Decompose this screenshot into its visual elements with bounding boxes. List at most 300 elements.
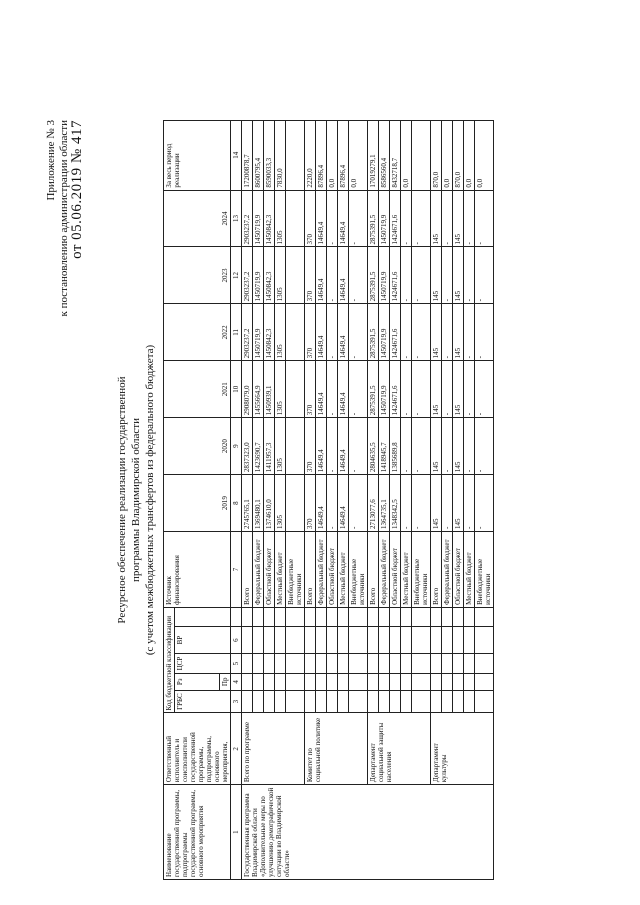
year-value: - (464, 247, 475, 304)
funding-source: Всего (431, 532, 442, 608)
year-value (286, 418, 305, 475)
code-cell (390, 654, 401, 674)
header-grbs: ГРБС (175, 690, 231, 713)
year-value: 14649,4 (316, 418, 327, 475)
year-value: 1305 (275, 418, 286, 475)
code-cell (305, 690, 316, 713)
code-cell (305, 654, 316, 674)
year-value: 1385689,8 (390, 418, 401, 475)
year-value: 2713077,6 (368, 475, 379, 532)
responsible-executor: Департамент культуры (431, 713, 494, 785)
year-value: - (475, 247, 494, 304)
year-value: - (349, 247, 368, 304)
table-row (368, 121, 379, 880)
code-cell (338, 626, 349, 653)
year-value (286, 247, 305, 304)
year-value: - (464, 304, 475, 361)
year-value: 1423690,7 (253, 418, 264, 475)
year-value: - (327, 304, 338, 361)
year-value: 1411957,3 (264, 418, 275, 475)
year-value: 1450719,9 (253, 304, 264, 361)
code-cell (412, 607, 431, 626)
year-value: 145 (431, 418, 442, 475)
year-value: 1418945,7 (379, 418, 390, 475)
code-cell (275, 673, 286, 690)
total-value: 2220,0 (305, 121, 316, 191)
year-value: 145 (431, 361, 442, 418)
year-value: 370 (305, 304, 316, 361)
funding-source: Всего (368, 532, 379, 608)
code-cell (349, 673, 368, 690)
code-cell (327, 673, 338, 690)
code-cell (253, 626, 264, 653)
header-year-2024: 2024 (164, 190, 231, 247)
code-cell (431, 690, 442, 713)
code-cell (286, 654, 305, 674)
year-value: 145 (453, 190, 464, 247)
code-cell (242, 673, 253, 690)
funding-source: Областной бюджет (264, 532, 275, 608)
code-cell (379, 673, 390, 690)
total-value: 0,0 (475, 121, 494, 191)
year-value: 2745765,1 (242, 475, 253, 532)
code-cell (242, 654, 253, 674)
year-value: - (464, 190, 475, 247)
year-value: - (412, 475, 431, 532)
code-cell (453, 690, 464, 713)
year-value: 14649,4 (316, 361, 327, 418)
year-value: - (327, 190, 338, 247)
program-name: Государственная программа Владимирской области «Дополнительные меры по улучшению демографической ситуации во Владимирской области» (242, 785, 494, 880)
code-cell (305, 626, 316, 653)
column-number: 1 (231, 785, 242, 880)
total-value: 0,0 (327, 121, 338, 191)
year-value: - (412, 361, 431, 418)
year-value: 370 (305, 475, 316, 532)
code-cell (316, 673, 327, 690)
year-value: 370 (305, 247, 316, 304)
year-value: 1348342,5 (390, 475, 401, 532)
code-cell (368, 673, 379, 690)
code-cell (453, 673, 464, 690)
funding-source: Местный бюджет (401, 532, 412, 608)
year-value: 1450719,9 (253, 190, 264, 247)
code-cell (338, 607, 349, 626)
code-cell (253, 690, 264, 713)
year-value: 145 (453, 247, 464, 304)
code-cell (464, 654, 475, 674)
code-cell (286, 673, 305, 690)
funding-source: Местный бюджет (275, 532, 286, 608)
code-cell (253, 607, 264, 626)
year-value: 2875391,5 (368, 361, 379, 418)
column-number: 8 (231, 475, 242, 532)
code-cell (464, 690, 475, 713)
code-cell (464, 673, 475, 690)
column-number: 14 (231, 121, 242, 191)
document-title (115, 120, 157, 880)
year-value: 1305 (275, 304, 286, 361)
total-value: 17200878,7 (242, 121, 253, 191)
funding-source: Федеральный бюджет (253, 532, 264, 608)
resource-table (163, 120, 494, 880)
total-value: 0,0 (442, 121, 453, 191)
year-value: 1450719,9 (379, 361, 390, 418)
code-cell (379, 654, 390, 674)
title-line-3: (с учетом межбюджетных трансфертов из федерального бюджета) (144, 344, 156, 656)
code-cell (264, 626, 275, 653)
year-value: 1374610,0 (264, 475, 275, 532)
header-name: Наименование государственной программы, подпрограммы государственной программы, основного мероприятия (164, 785, 231, 880)
year-value: 14649,4 (338, 304, 349, 361)
funding-source: Областной бюджет (327, 532, 338, 608)
year-value: 1305 (275, 190, 286, 247)
code-cell (316, 690, 327, 713)
year-value: 145 (453, 475, 464, 532)
funding-source: Областной бюджет (453, 532, 464, 608)
year-value: - (442, 304, 453, 361)
year-value: - (442, 361, 453, 418)
year-value: 2875391,5 (368, 190, 379, 247)
code-cell (379, 626, 390, 653)
column-number: 10 (231, 361, 242, 418)
year-value: 1305 (275, 247, 286, 304)
total-value: 8600795,4 (253, 121, 264, 191)
total-value: 870,0 (453, 121, 464, 191)
header-year-2019: 2019 (164, 475, 231, 532)
total-value: 17019279,1 (368, 121, 379, 191)
year-value: 370 (305, 418, 316, 475)
code-cell (453, 607, 464, 626)
code-cell (401, 654, 412, 674)
year-value: 14649,4 (338, 361, 349, 418)
code-cell (275, 654, 286, 674)
responsible-executor: Комитет по социальной политике (305, 713, 368, 785)
year-value: - (412, 304, 431, 361)
code-cell (242, 690, 253, 713)
year-value: - (475, 418, 494, 475)
year-value: 1450842,3 (264, 190, 275, 247)
column-number: 11 (231, 304, 242, 361)
year-value: 1305 (275, 361, 286, 418)
code-cell (338, 690, 349, 713)
code-cell (327, 690, 338, 713)
year-value: 2804635,5 (368, 418, 379, 475)
code-cell (442, 607, 453, 626)
appendix-reference: к постановлению администрации области (58, 120, 70, 317)
year-value: - (475, 304, 494, 361)
year-value (286, 190, 305, 247)
funding-source: Местный бюджет (338, 532, 349, 608)
responsible-executor: Всего по программе (242, 713, 305, 785)
year-value: - (475, 361, 494, 418)
year-value: - (412, 418, 431, 475)
code-cell (475, 673, 494, 690)
total-value: 8432718,7 (390, 121, 401, 191)
year-value: 2875391,5 (368, 304, 379, 361)
code-cell (453, 626, 464, 653)
table-row (431, 121, 442, 880)
year-value: 14649,4 (316, 247, 327, 304)
year-value: - (475, 475, 494, 532)
code-cell (390, 626, 401, 653)
year-value: 1450719,9 (379, 247, 390, 304)
year-value: - (349, 190, 368, 247)
code-cell (431, 654, 442, 674)
header-year-2022: 2022 (164, 304, 231, 361)
column-number (231, 607, 242, 626)
column-number: 2 (231, 713, 242, 785)
year-value: 145 (431, 475, 442, 532)
header-total: За весь период реализации (164, 121, 231, 191)
header-blank (175, 607, 231, 626)
code-cell (338, 654, 349, 674)
code-cell (464, 607, 475, 626)
table-row (305, 121, 316, 880)
responsible-executor: Департамент социальной защиты населения (368, 713, 431, 785)
year-value: - (442, 247, 453, 304)
total-value (412, 121, 431, 191)
code-cell (475, 607, 494, 626)
code-cell (368, 607, 379, 626)
year-value: 1450719,9 (253, 247, 264, 304)
column-number: 5 (231, 654, 242, 674)
year-value: 1450719,9 (379, 190, 390, 247)
year-value: - (475, 190, 494, 247)
code-cell (442, 654, 453, 674)
year-value: 14649,4 (316, 475, 327, 532)
code-cell (264, 673, 275, 690)
year-value: - (349, 418, 368, 475)
column-number: 4 (231, 673, 242, 690)
code-cell (327, 626, 338, 653)
code-cell (379, 690, 390, 713)
year-value (286, 304, 305, 361)
year-value: - (442, 190, 453, 247)
year-value: - (442, 418, 453, 475)
code-cell (390, 690, 401, 713)
year-value: - (349, 475, 368, 532)
total-value: 8590033,3 (264, 121, 275, 191)
year-value: 14649,4 (338, 418, 349, 475)
funding-source: Всего (305, 532, 316, 608)
year-value: 2908079,0 (242, 361, 253, 418)
year-value: - (412, 247, 431, 304)
column-number: 13 (231, 190, 242, 247)
code-cell (316, 626, 327, 653)
column-number: 9 (231, 418, 242, 475)
year-value: 2837323,0 (242, 418, 253, 475)
total-value: 870,0 (431, 121, 442, 191)
year-value: 1450719,9 (379, 304, 390, 361)
header-year-2021: 2021 (164, 361, 231, 418)
code-cell (412, 626, 431, 653)
code-cell (305, 607, 316, 626)
code-cell (401, 607, 412, 626)
year-value (286, 361, 305, 418)
column-number: 7 (231, 532, 242, 608)
year-value: 14649,4 (338, 475, 349, 532)
column-number: 12 (231, 247, 242, 304)
code-cell (253, 654, 264, 674)
code-cell (401, 626, 412, 653)
code-cell (338, 673, 349, 690)
total-value: 8586560,4 (379, 121, 390, 191)
column-numbers-row (231, 121, 242, 880)
header-year-2020: 2020 (164, 418, 231, 475)
year-value: 370 (305, 190, 316, 247)
year-value: 145 (431, 304, 442, 361)
header-vr: ВР (175, 626, 231, 653)
code-cell (327, 607, 338, 626)
year-value: 1424671,6 (390, 190, 401, 247)
year-value: 145 (453, 418, 464, 475)
year-value: 1450842,3 (264, 304, 275, 361)
year-value: - (401, 190, 412, 247)
year-value: - (401, 475, 412, 532)
code-cell (442, 673, 453, 690)
year-value: - (412, 190, 431, 247)
header-csr: ЦСР (175, 654, 231, 674)
code-cell (275, 626, 286, 653)
funding-source: Федеральный бюджет (316, 532, 327, 608)
code-cell (368, 654, 379, 674)
year-value: - (327, 418, 338, 475)
year-value: 370 (305, 361, 316, 418)
code-cell (412, 673, 431, 690)
year-value (286, 475, 305, 532)
year-value: - (401, 418, 412, 475)
code-cell (453, 654, 464, 674)
code-cell (253, 673, 264, 690)
header-year-2023: 2023 (164, 247, 231, 304)
code-cell (442, 626, 453, 653)
year-value: 1424671,6 (390, 304, 401, 361)
year-value: - (327, 247, 338, 304)
funding-source: Внебюджетные источники (286, 532, 305, 608)
code-cell (264, 690, 275, 713)
code-cell (401, 690, 412, 713)
year-value: 2903237,2 (242, 304, 253, 361)
header-source: Источник финансирования (164, 532, 231, 608)
year-value: 14649,4 (316, 190, 327, 247)
year-value: - (442, 475, 453, 532)
year-value: 145 (453, 361, 464, 418)
funding-source: Всего (242, 532, 253, 608)
code-cell (368, 690, 379, 713)
code-cell (275, 690, 286, 713)
code-cell (412, 654, 431, 674)
year-value: 14649,4 (338, 190, 349, 247)
code-cell (242, 607, 253, 626)
code-cell (401, 673, 412, 690)
header-pr: Пр (220, 673, 231, 690)
code-cell (286, 690, 305, 713)
code-cell (431, 673, 442, 690)
appendix-number: Приложение № 3 (45, 120, 57, 201)
title-line-1: Ресурсное обеспечение реализации государственной (116, 376, 128, 624)
funding-source: Федеральный бюджет (379, 532, 390, 608)
title-line-2: программы Владимирской области (130, 418, 142, 582)
code-cell (349, 654, 368, 674)
code-cell (264, 607, 275, 626)
code-cell (264, 654, 275, 674)
rotated-sheet (45, 120, 605, 880)
code-cell (412, 690, 431, 713)
year-value: 145 (453, 304, 464, 361)
funding-source: Внебюджетные источники (349, 532, 368, 608)
year-value: - (327, 475, 338, 532)
year-value: 1450939,1 (264, 361, 275, 418)
code-cell (286, 607, 305, 626)
funding-source: Местный бюджет (464, 532, 475, 608)
year-value: - (401, 304, 412, 361)
year-value: - (464, 418, 475, 475)
funding-source: Внебюджетные источники (475, 532, 494, 608)
year-value: - (464, 475, 475, 532)
year-value: - (401, 361, 412, 418)
code-cell (242, 626, 253, 653)
code-cell (368, 626, 379, 653)
year-value: 1424671,6 (390, 361, 401, 418)
year-value: 2875391,5 (368, 247, 379, 304)
funding-source: Федеральный бюджет (442, 532, 453, 608)
year-value: 1364735,1 (379, 475, 390, 532)
code-cell (349, 607, 368, 626)
year-value: 14649,4 (316, 304, 327, 361)
code-cell (316, 607, 327, 626)
year-value: 1450842,3 (264, 247, 275, 304)
total-value: 7830,0 (275, 121, 286, 191)
total-value: 87896,4 (338, 121, 349, 191)
year-value: 1305 (275, 475, 286, 532)
header-responsible: Ответственный исполнитель и соисполнители государственной программы, подпрограммы, основного мероприятия, (164, 713, 231, 785)
code-cell (442, 690, 453, 713)
year-value: - (401, 247, 412, 304)
code-cell (390, 607, 401, 626)
header-rz: Рз (175, 673, 220, 690)
year-value: 14649,4 (338, 247, 349, 304)
year-value: - (349, 361, 368, 418)
code-cell (316, 654, 327, 674)
code-cell (286, 626, 305, 653)
year-value: - (327, 361, 338, 418)
appendix-date: от 05.06.2019 № 417 (69, 120, 85, 259)
year-value: - (349, 304, 368, 361)
year-value: 145 (431, 190, 442, 247)
code-cell (431, 626, 442, 653)
total-value: 0,0 (464, 121, 475, 191)
year-value: 1455664,9 (253, 361, 264, 418)
code-cell (431, 607, 442, 626)
total-value: 87896,4 (316, 121, 327, 191)
funding-source: Внебюджетные источники (412, 532, 431, 608)
column-number: 3 (231, 690, 242, 713)
code-cell (475, 626, 494, 653)
table-row (242, 121, 253, 880)
code-cell (379, 607, 390, 626)
appendix-block (45, 120, 84, 480)
code-cell (349, 690, 368, 713)
total-value: 0,0 (349, 121, 368, 191)
code-cell (475, 690, 494, 713)
year-value: 1424671,6 (390, 247, 401, 304)
funding-source: Областной бюджет (390, 532, 401, 608)
code-cell (327, 654, 338, 674)
code-cell (464, 626, 475, 653)
total-value: 0,0 (401, 121, 412, 191)
header-code: Код бюджетной классификации (164, 607, 175, 713)
